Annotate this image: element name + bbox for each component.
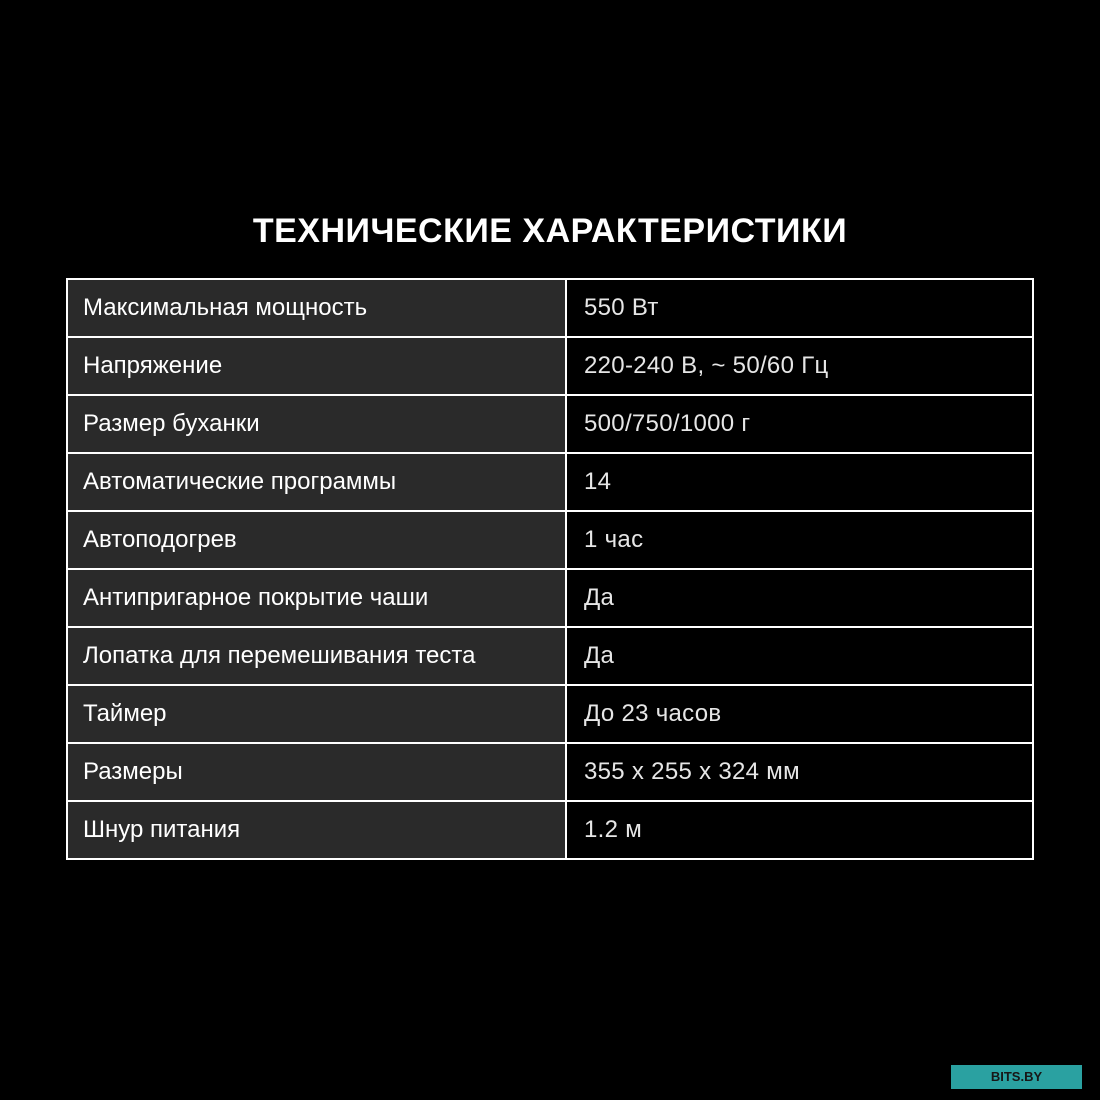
spec-value: 1.2 м	[566, 801, 1033, 859]
spec-label: Размеры	[67, 743, 566, 801]
spec-label: Максимальная мощность	[67, 279, 566, 337]
table-row	[67, 743, 1033, 801]
table-row	[67, 569, 1033, 627]
watermark-logo: BITS.BY	[951, 1065, 1082, 1089]
spec-label: Размер буханки	[67, 395, 566, 453]
spec-label: Антипригарное покрытие чаши	[67, 569, 566, 627]
table-row	[67, 685, 1033, 743]
table-row	[67, 279, 1033, 337]
table-row	[67, 453, 1033, 511]
spec-value: Да	[566, 627, 1033, 685]
spec-label: Автоматические программы	[67, 453, 566, 511]
spec-value: 355 x 255 x 324 мм	[566, 743, 1033, 801]
spec-label: Напряжение	[67, 337, 566, 395]
spec-label: Автоподогрев	[67, 511, 566, 569]
spec-value: До 23 часов	[566, 685, 1033, 743]
table-row	[67, 627, 1033, 685]
spec-value: 1 час	[566, 511, 1033, 569]
spec-label: Лопатка для перемешивания теста	[67, 627, 566, 685]
spec-value: 500/750/1000 г	[566, 395, 1033, 453]
spec-label: Таймер	[67, 685, 566, 743]
spec-value: Да	[566, 569, 1033, 627]
table-row	[67, 511, 1033, 569]
spec-table	[66, 278, 1034, 860]
spec-label: Шнур питания	[67, 801, 566, 859]
spec-value: 550 Вт	[566, 279, 1033, 337]
table-row	[67, 801, 1033, 859]
spec-value: 220-240 В, ~ 50/60 Гц	[566, 337, 1033, 395]
table-row	[67, 337, 1033, 395]
spec-value: 14	[566, 453, 1033, 511]
table-row	[67, 395, 1033, 453]
page-title: ТЕХНИЧЕСКИЕ ХАРАКТЕРИСТИКИ	[252, 212, 848, 250]
